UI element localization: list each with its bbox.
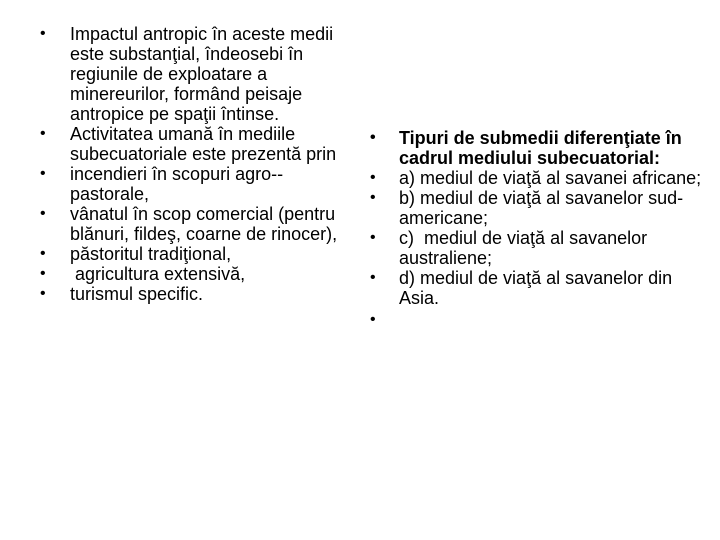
list-item: [0, 264, 355, 284]
list-item: [0, 204, 355, 244]
bullet-icon: •: [40, 165, 46, 182]
list-item-text: b) mediul de viaţă al savanelor sud-americane;: [399, 188, 684, 228]
right-column: [360, 128, 715, 330]
list-item: [0, 124, 355, 164]
left-bullet-list: [0, 24, 355, 304]
bullet-icon: •: [370, 311, 376, 328]
list-item-text: Impactul antropic în aceste medii este substanţial, îndeosebi în regiunile de exploatare a minereurilor, formând peisaje antropice pe spaţii întinse.: [70, 24, 334, 124]
bullet-icon: •: [40, 245, 46, 262]
list-item: [0, 284, 355, 304]
list-item-text: a) mediul de viaţă al savanei africane;: [399, 168, 702, 188]
bullet-icon: •: [370, 229, 376, 246]
left-column: [0, 24, 355, 304]
list-item: [0, 244, 355, 264]
list-item-text: vânatul în scop comercial (pentru blănuri, fildeş, coarne de rinocer),: [70, 204, 338, 244]
list-item-text: agricultura extensivă,: [70, 264, 246, 284]
list-heading: [360, 128, 715, 168]
list-item: [360, 268, 715, 308]
list-item-text: Activitatea umană în mediile subecuatoriale este prezentă prin: [70, 124, 337, 164]
list-item: [360, 168, 715, 188]
right-bullet-list: [360, 128, 715, 330]
bullet-icon: •: [370, 189, 376, 206]
list-item-text: turismul specific.: [70, 284, 204, 304]
list-heading-text: Tipuri de submedii diferenţiate în cadrul mediului subecuatorial:: [399, 128, 682, 168]
bullet-icon: •: [40, 285, 46, 302]
bullet-icon: •: [40, 205, 46, 222]
list-item: [0, 24, 355, 124]
list-item-text: incendieri în scopuri agro--pastorale,: [70, 164, 284, 204]
list-item: [360, 228, 715, 268]
bullet-icon: •: [370, 169, 376, 186]
list-item: [0, 164, 355, 204]
list-item-text: c) mediul de viaţă al savanelor australiene;: [399, 228, 653, 268]
bullet-icon: •: [370, 129, 376, 146]
bullet-icon: •: [370, 269, 376, 286]
bullet-icon: •: [40, 265, 46, 282]
bullet-icon: •: [40, 25, 46, 42]
list-item: [360, 310, 715, 330]
bullet-icon: •: [40, 125, 46, 142]
list-item-text: d) mediul de viaţă al savanelor din Asia.: [399, 268, 673, 308]
list-item-text: păstoritul tradiţional,: [70, 244, 232, 264]
list-item: [360, 188, 715, 228]
